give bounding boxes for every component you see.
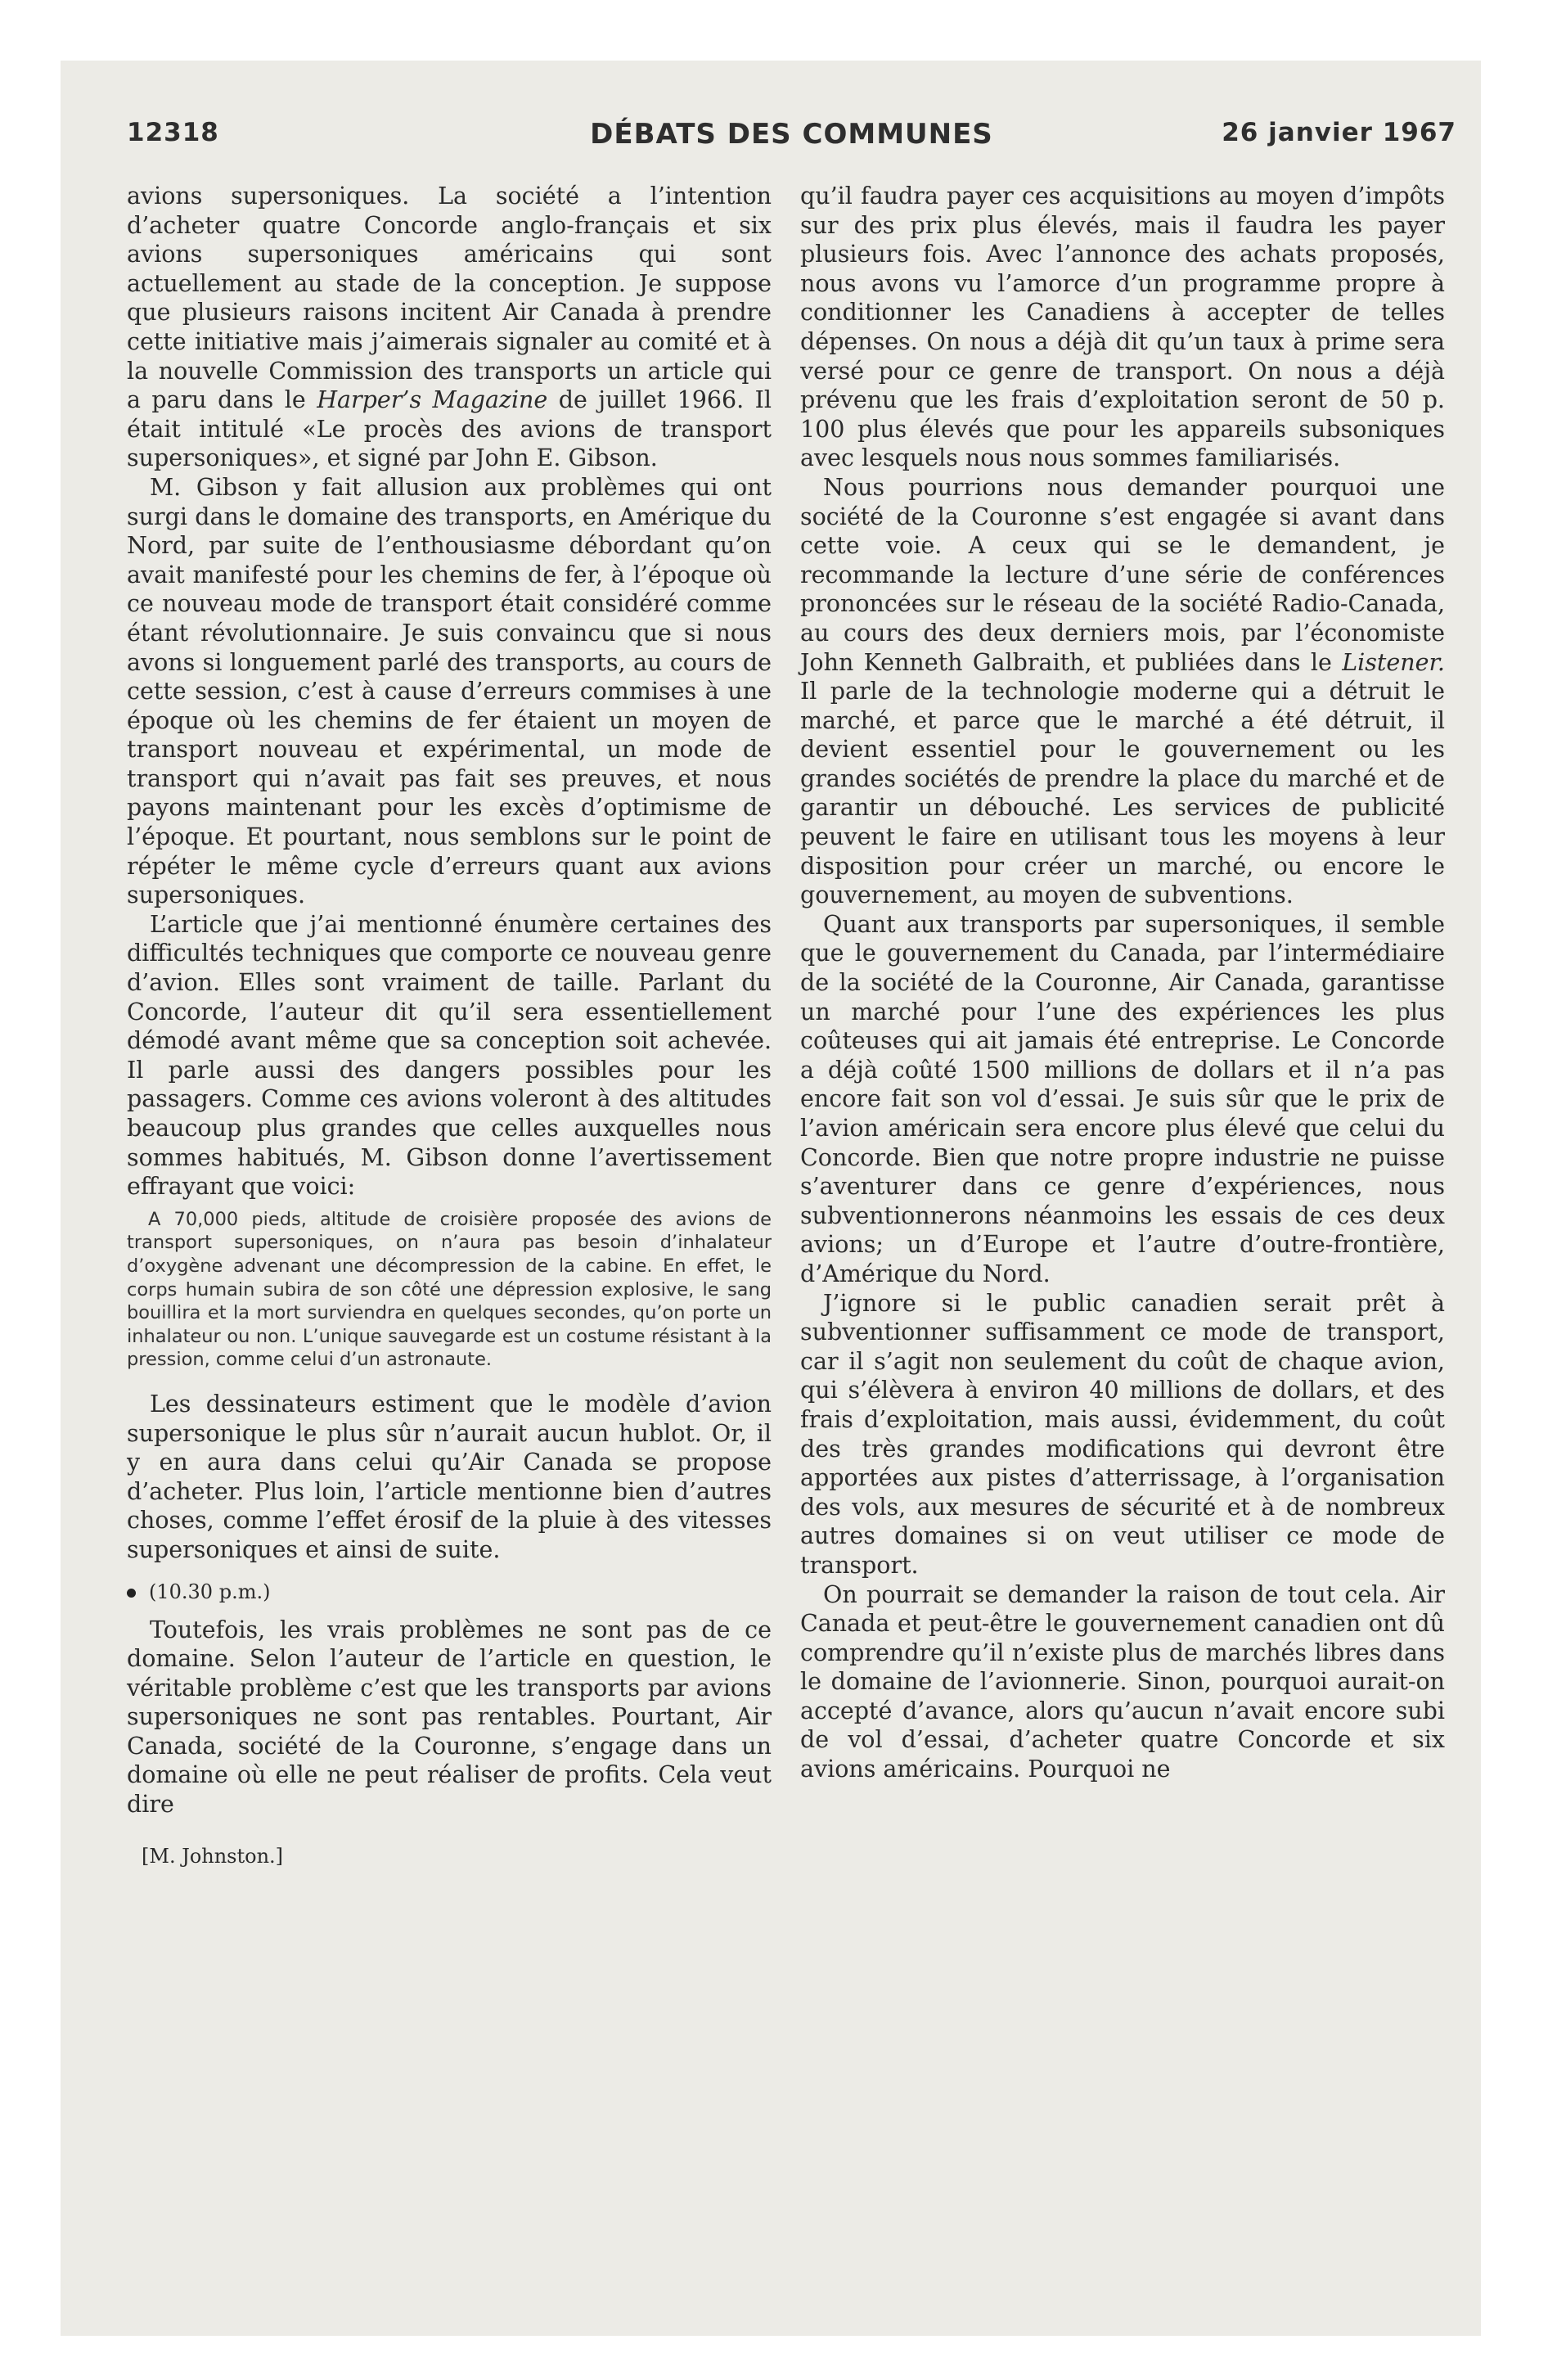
right-paragraph-4: J’ignore si le public canadien serait prêt à subventionner suffisamment ce mode de transport, car il s’agit non seulement du coût de chaque avion, qui s’élèvera à environ 40 millions de dollars, et des frais d’exploitation, mais aussi, évidemment, du coût des très grandes modifications qui devront être apportées aux pistes d’atterrissage, à l’organisation des vols, aux mesures de sécurité et à de nombreux autres domaines si on veut utiliser ce mode de transport. [800,1289,1445,1579]
page-date: 26 janvier 1967 [1222,118,1456,147]
right-paragraph-5: On pourrait se demander la raison de tout cela. Air Canada et peut-être le gouvernement canadien ont dû comprendre qu’il n’existe plus de marchés libres dans le domaine de l’avionnerie. Sinon, pourquoi aurait-on accepté d’avance, alors qu’aucun n’avait encore subi de vol d’essai, d’acheter quatre Concorde et six avions américains. Pourquoi ne [800,1580,1445,1783]
speaker-attribution: [M. Johnston.] [142,1844,284,1868]
left-paragraph-5: Toutefois, les vrais problèmes ne sont pas de ce domaine. Selon l’auteur de l’article en question, le véritable problème c’est que les transports par avions supersoniques ne sont pas rentables. Pourtant, Air Canada, société de la Couronne, s’engage dans un domaine où elle ne peut réaliser de profits. Cela veut dire [127,1616,772,1819]
page-number: 12318 [127,118,219,147]
text-run: Nous pourrions nous demander pourquoi une société de la Couronne s’est engagée si avant dans cette voie. A ceux qui se le demandent, je recommande la lecture d’une série de conférences prononcées sur le réseau de la société Radio-Canada, au cours des deux derniers mois, par l’économiste John Kenneth Galbraith, et publiées dans le [800,473,1445,676]
left-paragraph-2: M. Gibson y fait allusion aux problèmes qui ont surgi dans le domaine des transports, en Amérique du Nord, par suite de l’enthousiasme débordant qu’on avait manifesté pour les chemins de fer, à l’époque où ce nouveau mode de transport était considéré comme étant révolutionnaire. Je suis convaincu que si nous avons si longuement parlé des transports, au cours de cette session, c’est à cause d’erreurs commises à une époque où les chemins de fer étaient un moyen de transport nouveau et expérimental, un mode de transport qui n’avait pas fait ses preuves, et nous payons maintenant pour les excès d’optimisme de l’époque. Et pourtant, nous semblons sur le point de répéter le même cycle d’erreurs quant aux avions supersoniques. [127,473,772,909]
page-title: DÉBATS DES COMMUNES [590,118,993,151]
left-paragraph-3: L’article que j’ai mentionné énumère certaines des difficultés techniques que comporte ce nouveau genre d’avion. Elles sont vraiment de taille. Parlant du Concorde, l’auteur dit qu’il sera essentiellement démodé avant même que sa conception soit achevée. Il parle aussi des dangers possibles pour les passagers. Comme ces avions voleront à des altitudes beaucoup plus grandes que celles auxquelles nous sommes habitués, M. Gibson donne l’avertissement effrayant que voici: [127,910,772,1201]
left-paragraph-4: Les dessinateurs estiment que le modèle d’avion supersonique le plus sûr n’aurait aucun hublot. Or, il y en aura dans celui qu’Air Canada se propose d’acheter. Plus loin, l’article mentionne bien d’autres choses, comme l’effet érosif de la pluie à des vitesses supersoniques et ainsi de suite. [127,1390,772,1563]
timestamp-text: (10.30 p.m.) [149,1580,271,1603]
right-paragraph-1: qu’il faudra payer ces acquisitions au moyen d’impôts sur des prix plus élevés, mais il faudra les payer plusieurs fois. Avec l’annonce des achats proposés, nous avons vu l’amorce d’un programme propre à conditionner les Canadiens à accepter de telles dépenses. On nous a déjà dit qu’un taux à prime sera versé pour ce genre de transport. On nous a déjà prévenu que les frais d’exploitation seront de 50 p. 100 plus élevés que pour les appareils subsoniques avec lesquels nous nous sommes familiarisés. [800,183,1445,472]
text-run: de juillet 1966. Il était intitulé «Le procès des avions de transport supersoniques», et signé par John E. Gibson. [127,386,772,472]
left-paragraph-1 [127,182,772,473]
publication-title: Listener. [1342,648,1445,676]
right-paragraph-2 [800,473,1445,910]
block-quote: A 70,000 pieds, altitude de croisière proposée des avions de transport supersoniques, on n’aura pas besoin d’inhalateur d’oxygène advenant une décompression de la cabine. En effet, le corps humain subira de son côté une dépression explosive, le sang bouillira et la mort surviendra en quelques secondes, qu’on porte un inhalateur ou non. L’unique sauvegarde est un costume résistant à la pression, comme celui d’un astronaute. [127,1208,772,1371]
magazine-title: Harper’s Magazine [317,386,548,414]
right-paragraph-3: Quant aux transports par supersoniques, il semble que le gouvernement du Canada, par l’intermédiaire de la société de la Couronne, Air Canada, garantisse un marché pour l’une des expériences les plus coûteuses qui ait jamais été entreprise. Le Concorde a déjà coûté 1500 millions de dollars et il n’a pas encore fait son vol d’essai. Je suis sûr que le prix de l’avion américain sera encore plus élevé que celui du Concorde. Bien que notre propre industrie ne puisse s’aventurer dans ce genre d’expériences, nous subventionnerons néanmoins les essais de ces deux avions; un d’Europe et l’autre d’outre-frontière, d’Amérique du Nord. [800,910,1445,1287]
left-column [127,182,772,1868]
right-column [800,182,1445,1784]
page-header [127,118,1456,159]
text-run: Il parle de la technologie moderne qui a détruit le marché, et parce que le marché a été détruit, il devient essentiel pour le gouvernement ou les grandes sociétés de prendre la place du marché et de garantir un débouché. Les services de publicité peuvent le faire en utilisant tous les moyens à leur disposition pour créer un marché, ou encore le gouvernement, au moyen de subventions. [800,678,1445,909]
timestamp [127,1580,772,1604]
bullet-icon [127,1589,136,1598]
text-run: avions supersoniques. La société a l’intention d’acheter quatre Concorde anglo-français et six avions supersoniques américains qui sont actuellement au stade de la conception. Je suppose que plusieurs raisons incitent Air Canada à prendre cette initiative mais j’aimerais signaler au comité et à la nouvelle Commission des transports un article qui a paru dans le [127,183,772,414]
